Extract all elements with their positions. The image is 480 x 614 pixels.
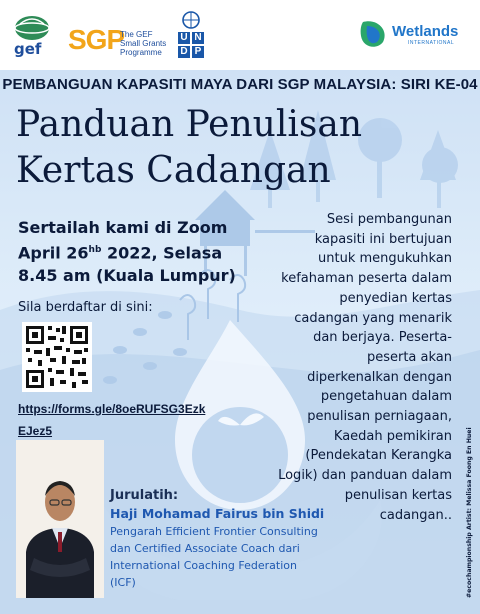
wetlands-drop-icon — [357, 18, 389, 50]
wetlands-logo-subtitle: INTERNATIONAL — [408, 40, 455, 46]
sgp-logo — [68, 24, 124, 56]
link-line: https://forms.gle/8oeRUFSG3Ezk — [18, 402, 206, 416]
gef-logo-text: gef — [14, 40, 42, 58]
sgp-sub-line: Small Grants — [120, 39, 167, 48]
event-details — [18, 216, 236, 287]
undp-letter: N — [192, 32, 204, 44]
trainer-info — [110, 488, 324, 591]
event-date — [18, 239, 236, 264]
description-line: Sesi pembangunan — [326, 212, 452, 227]
trainer-role-line: Pengarah Efficient Frontier Consulting — [110, 525, 318, 538]
wetlands-logo-text: Wetlands — [392, 23, 459, 40]
description-line: cadangan yang menarik — [294, 310, 452, 326]
logo-bar — [0, 0, 480, 70]
event-time: 8.45 am (Kuala Lumpur) — [18, 266, 236, 286]
undp-letter: D — [178, 46, 190, 58]
title-line: Kertas Cadangan — [16, 150, 331, 191]
registration-link[interactable] — [18, 398, 205, 442]
description-line: diperkenalkan dengan — [307, 369, 452, 385]
description-line: (Pendekatan Kerangka — [305, 448, 452, 464]
sgp-sub-line: Programme — [120, 48, 162, 57]
sgp-logo-subtitle — [120, 30, 166, 57]
event-date-suffix: 2022, Selasa — [101, 243, 223, 263]
description-line: untuk mengukuhkan — [318, 251, 452, 267]
artist-credit: #ecochampionship Artist: Melissa Foong En Huei — [466, 427, 473, 598]
event-description — [212, 210, 452, 525]
trainer-label: Jurulatih: — [110, 488, 179, 503]
description-line: peserta akan — [366, 349, 452, 365]
trainer-role — [110, 523, 324, 591]
undp-letter: P — [192, 46, 204, 58]
registration-qr-code[interactable] — [22, 322, 92, 392]
description-line: dan berjaya. Peserta- — [313, 330, 452, 346]
description-line: penulisan perniagaan, — [307, 409, 452, 425]
gef-globe-icon — [12, 14, 52, 42]
description-line: Kaedah pemikiran — [333, 428, 452, 444]
title-line: Panduan Penulisan — [16, 104, 363, 145]
poster-title — [16, 102, 362, 194]
trainer-role-line: International Coaching Federation — [110, 559, 297, 572]
trainer-role-line: (ICF) — [110, 576, 136, 589]
description-line: Logik) dan panduan dalam — [278, 468, 452, 484]
series-subtitle: PEMBANGUAN KAPASITI MAYA DARI SGP MALAYSIA: SIRI KE-04 — [2, 76, 478, 93]
zoom-invite: Sertailah kami di Zoom — [18, 218, 228, 237]
sgp-sub-line: The GEF — [120, 30, 153, 39]
trainer-role-line: dan Certified Associate Coach dari — [110, 542, 300, 555]
event-date-sup: hb — [88, 245, 102, 255]
description-line: kapasiti ini bertujuan — [314, 231, 452, 247]
description-line: pengetahuan dalam — [320, 389, 452, 405]
sgp-logo-text: SGP — [68, 24, 125, 55]
description-line: cadangan.. — [379, 507, 452, 523]
un-emblem-icon — [178, 10, 204, 30]
link-line: EJez5 — [18, 424, 53, 438]
undp-logo — [178, 10, 204, 60]
trainer-photo — [16, 440, 104, 598]
description-line: kefahaman peserta dalam — [281, 271, 452, 287]
description-line: penyedian kertas — [339, 290, 452, 306]
event-date-prefix: April 26 — [18, 243, 89, 263]
register-label: Sila berdaftar di sini: — [18, 300, 153, 315]
undp-letter: U — [178, 32, 190, 44]
trainer-name: Haji Mohamad Fairus bin Shidi — [110, 506, 325, 521]
description-line: penulisan kertas — [344, 487, 452, 503]
